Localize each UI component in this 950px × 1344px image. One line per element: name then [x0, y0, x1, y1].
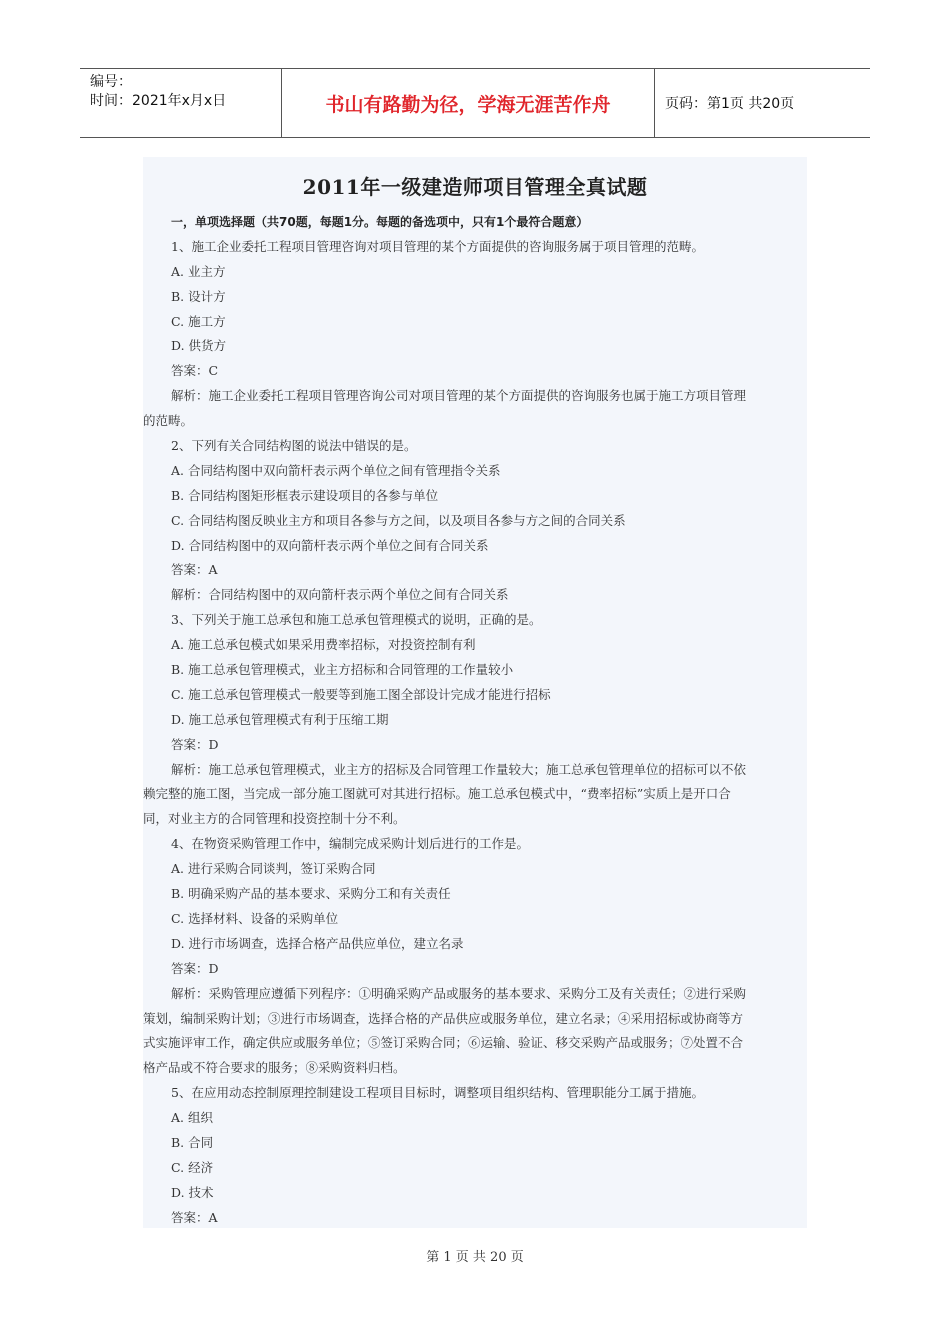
- text-line: D. 施工总承包管理模式有利于压缩工期: [171, 711, 389, 727]
- text-line: B. 明确采购产品的基本要求、采购分工和有关责任: [171, 886, 451, 902]
- text-line: C. 选择材料、设备的采购单位: [171, 910, 339, 926]
- text-line: 答案：D: [171, 736, 219, 752]
- time-label: 时间：2021年x月x日: [90, 93, 227, 109]
- text-line: 解析：施工总承包管理模式，业主方的招标及合同管理工作量较大；施工总承包管理单位的招标可以不依: [171, 761, 747, 777]
- text-line: C. 经济: [171, 1159, 214, 1175]
- text-line: B. 合同: [171, 1134, 214, 1150]
- text-line: A. 业主方: [171, 263, 226, 279]
- text-line: 解析：施工企业委托工程项目管理咨询公司对项目管理的某个方面提供的咨询服务也属于施工方项目管理: [171, 388, 747, 404]
- header-meta: [80, 69, 282, 137]
- text-line: A. 组织: [171, 1110, 213, 1126]
- text-line: 3、下列关于施工总承包和施工总承包管理模式的说明，正确的是。: [171, 612, 542, 628]
- text-line: 格产品或不符合要求的服务；⑧采购资料归档。: [143, 1060, 406, 1076]
- text-line: 答案：A: [171, 562, 218, 578]
- text-line: A. 施工总承包模式如果采用费率招标，对投资控制有利: [171, 637, 476, 653]
- text-line: B. 设计方: [171, 288, 226, 304]
- text-line: 一，单项选择题（共70题，每题1分。每题的备选项中，只有1个最符合题意）: [171, 215, 589, 229]
- text-line: A. 进行采购合同谈判，签订采购合同: [171, 861, 376, 877]
- question-lines: [143, 210, 807, 1231]
- text-line: 赖完整的施工图，当完成一部分施工图就可对其进行招标。施工总承包模式中，“费率招标”实质上是开口合: [143, 786, 731, 802]
- text-line: D. 进行市场调查，选择合格产品供应单位，建立名录: [171, 935, 464, 951]
- text-line: B. 施工总承包管理模式，业主方招标和合同管理的工作量较小: [171, 662, 514, 678]
- text-line: 1、施工企业委托工程项目管理咨询对项目管理的某个方面提供的咨询服务属于项目管理的范畴。: [171, 238, 704, 254]
- text-line: 解析：合同结构图中的双向箭杆表示两个单位之间有合同关系: [171, 587, 509, 603]
- header-motto: 书山有路勤为径，学海无涯苦作舟: [282, 69, 655, 137]
- text-line: 答案：A: [171, 1209, 218, 1225]
- text-line: 答案：C: [171, 363, 219, 379]
- document-header: [80, 68, 870, 138]
- text-line: 2、下列有关合同结构图的说法中错误的是。: [171, 438, 417, 454]
- text-line: 答案：D: [171, 960, 219, 976]
- header-page-info: 页码：第1页 共20页: [665, 96, 795, 112]
- text-line: D. 合同结构图中的双向箭杆表示两个单位之间有合同关系: [171, 537, 489, 553]
- text-line: 策划，编制采购计划；③进行市场调查，选择合格的产品供应或服务单位，建立名录；④采用招标或协商等方: [143, 1010, 744, 1026]
- number-label: 编号：: [90, 74, 132, 90]
- text-line: 5、在应用动态控制原理控制建设工程项目目标时，调整项目组织结构、管理职能分工属于措施。: [171, 1085, 704, 1101]
- text-line: 同，对业主方的合同管理和投资控制十分不利。: [143, 811, 406, 827]
- text-line: 的范畴。: [143, 413, 194, 429]
- text-line: D. 供货方: [171, 338, 227, 354]
- text-line: C. 施工总承包管理模式一般要等到施工图全部设计完成才能进行招标: [171, 686, 551, 702]
- page-footer: 第 1 页 共 20 页: [426, 1250, 524, 1265]
- text-line: D. 技术: [171, 1184, 214, 1200]
- document-title: 2011年一级建造师项目管理全真试题: [302, 175, 648, 199]
- text-line: C. 合同结构图反映业主方和项目各参与方之间，以及项目各参与方之间的合同关系: [171, 512, 626, 528]
- content-panel: [143, 157, 807, 1228]
- text-line: B. 合同结构图矩形框表示建设项目的各参与单位: [171, 487, 439, 503]
- text-line: 式实施评审工作，确定供应或服务单位；⑤签订采购合同；⑥运输、验证、移交采购产品或服务；⑦处置不合: [143, 1035, 744, 1051]
- text-line: A. 合同结构图中双向箭杆表示两个单位之间有管理指令关系: [171, 462, 501, 478]
- text-line: C. 施工方: [171, 313, 226, 329]
- text-line: 解析：采购管理应遵循下列程序：①明确采购产品或服务的基本要求、采购分工及有关责任；②进行采购: [171, 985, 747, 1001]
- text-line: 4、在物资采购管理工作中，编制完成采购计划后进行的工作是。: [171, 836, 529, 852]
